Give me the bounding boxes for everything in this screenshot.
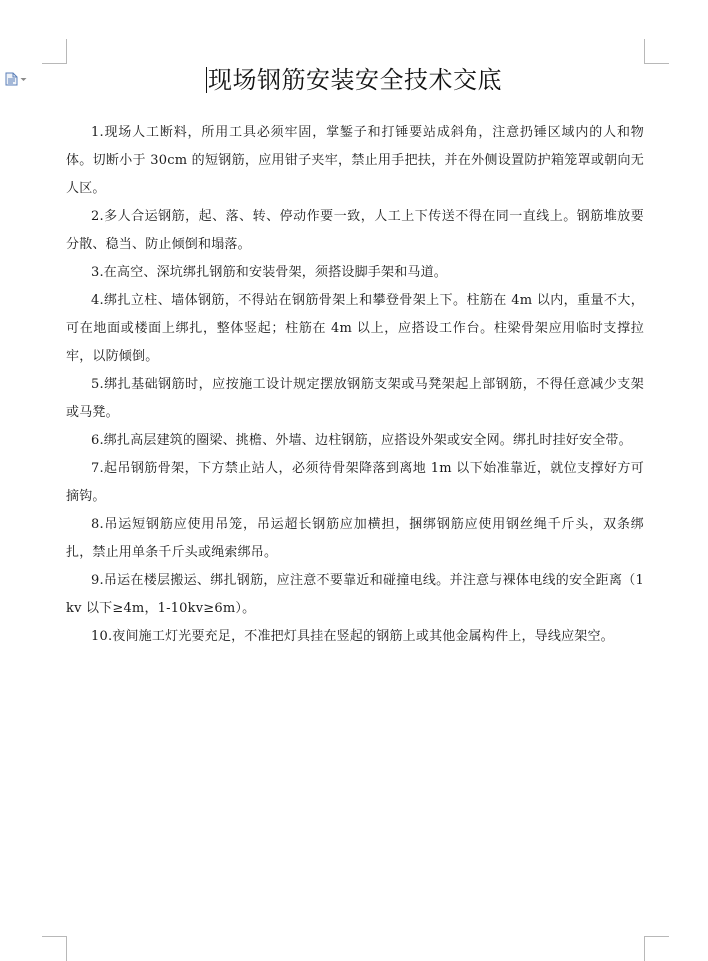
paragraph-10: 10.夜间施工灯光要充足，不准把灯具挂在竖起的钢筋上或其他金属构件上，导线应架空。 xyxy=(91,629,614,644)
paragraph-9: 9.吊运在楼层搬运、绑扎钢筋，应注意不要靠近和碰撞电线。并注意与裸体电线的安全距离（1kv 以下≥4m，1-10kv≥6m）。 xyxy=(66,573,644,616)
paragraph-6: 6.绑扎高层建筑的圈梁、挑檐、外墙、边柱钢筋，应搭设外架或安全网。绑扎时挂好安全带。 xyxy=(91,433,632,448)
paragraph-8: 8.吊运短钢筋应使用吊笼，吊运超长钢筋应加横担，捆绑钢筋应使用钢丝绳千斤头，双条绑扎，禁止用单条千斤头或绳索绑吊。 xyxy=(66,517,644,560)
crop-mark-bottom-right xyxy=(644,936,669,961)
title-text: 现场钢筋安装安全技术交底 xyxy=(208,66,502,94)
page-title xyxy=(0,60,708,100)
text-cursor xyxy=(206,67,207,93)
paragraph-3: 3.在高空、深坑绑扎钢筋和安装骨架，须搭设脚手架和马道。 xyxy=(91,265,448,280)
document-body xyxy=(66,119,644,651)
paragraph-1: 1.现场人工断料，所用工具必须牢固，掌錾子和打锤要站成斜角，注意扔锤区域内的人和物体。切断小于 30cm 的短钢筋，应用钳子夹牢，禁止用手把扶，并在外侧设置防护箱笼罩或朝向无人区。 xyxy=(66,125,644,196)
paragraph-7: 7.起吊钢筋骨架，下方禁止站人，必须待骨架降落到离地 1m 以下始准靠近，就位支撑好方可摘钩。 xyxy=(66,461,644,504)
paragraph-4: 4.绑扎立柱、墙体钢筋，不得站在钢筋骨架上和攀登骨架上下。柱筋在 4m 以内，重量不大，可在地面或楼面上绑扎，整体竖起；柱筋在 4m 以上，应搭设工作台。柱梁骨架应用临时支撑拉牢，以防倾倒。 xyxy=(66,293,644,364)
paragraph-5: 5.绑扎基础钢筋时，应按施工设计规定摆放钢筋支架或马凳架起上部钢筋，不得任意减少支架或马凳。 xyxy=(66,377,644,420)
crop-mark-bottom-left xyxy=(42,936,67,961)
paragraph-2: 2.多人合运钢筋，起、落、转、停动作要一致，人工上下传送不得在同一直线上。钢筋堆放要分散、稳当、防止倾倒和塌落。 xyxy=(66,209,644,252)
